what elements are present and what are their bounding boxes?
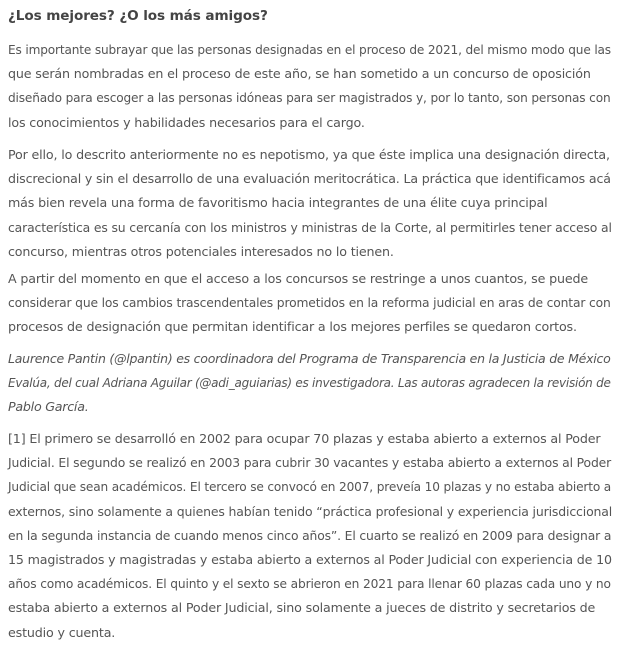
paragraph-line: discrecional y sin el desarrollo de una evaluación meritocrática. La práctica que identificamos acá [8,171,611,187]
paragraph-line: más bien revela una forma de favoritismo hacia integrantes de una élite cuya principal [8,195,548,211]
author-note-line: Laurence Pantin (@lpantin) es coordinadora del Programa de Transparencia en la Justicia de México [8,351,611,366]
paragraph-line: diseñado para escoger a las personas idóneas para ser magistrados y, por lo tanto, son personas con [8,91,611,106]
footnote-line: Judicial. El segundo se realizó en 2003 para cubrir 30 vacantes y estaba abierto a externos al Poder [8,455,612,471]
footnote-line: [1] El primero se desarrolló en 2002 para ocupar 70 plazas y estaba abierto a externos al Poder [8,431,601,446]
author-note-line: Pablo García. [8,399,89,415]
paragraph-line: Por ello, lo descrito anteriormente no es nepotismo, ya que éste implica una designación directa, [8,147,610,162]
author-note-line: Evalúa, del cual Adriana Aguilar (@adi_aguiarias) es investigadora. Las autoras agradecen la revisión de [8,376,611,391]
paragraph-line: A partir del momento en que el acceso a los concursos se restringe a unos cuantos, se puede [8,271,588,286]
paragraph-conclusion [8,267,618,340]
footnote-line: años como académicos. El quinto y el sexto se abrieron en 2021 para llenar 60 plazas cada uno y no [8,577,611,592]
footnote-line: 15 magistrados y magistradas y estaba abierto a externos al Poder Judicial con experiencia de 10 [8,552,612,568]
paragraph-line: considerar que los cambios trascendentales prometidos en la reforma judicial en aras de contar con [8,296,611,311]
footnote-line: Judicial que sean académicos. El tercero se convocó en 2007, preveía 10 plazas y no estaba abierto a [8,480,612,495]
footnote-line: externos, sino solamente a quienes habían tenido “práctica profesional y experiencia jurisdiccional [8,503,613,519]
paragraph-intro [8,38,618,135]
footnote-line: en la segunda instancia de cuando menos cinco años”. El cuarto se realizó en 2009 para designar a [8,528,612,543]
paragraph-line: Es importante subrayar que las personas designadas en el proceso de 2021, del mismo modo que las [8,43,611,57]
footnote [8,427,618,645]
paragraph-line: procesos de designación que permitan identificar a los mejores perfiles se quedaron cortos. [8,319,577,335]
paragraph-line: que serán nombradas en el proceso de este año, se han sometido a un concurso de oposición [8,66,591,82]
section-heading: ¿Los mejores? ¿O los más amigos? [8,8,268,24]
footnote-line: estudio y cuenta. [8,624,116,640]
author-note [8,347,618,420]
paragraph-line: característica es su cercanía con los ministros y ministras de la Corte, al permitirles tener acceso al [8,219,612,235]
paragraph-line: concurso, mientras otros potenciales interesados no lo tienen. [8,243,394,259]
footnote-line: estaba abierto a externos al Poder Judicial, sino solamente a jueces de distrito y secretarios de [8,600,596,616]
paragraph-line: los conocimientos y habilidades necesarios para el cargo. [8,114,365,130]
paragraph-nepotism [8,143,618,264]
